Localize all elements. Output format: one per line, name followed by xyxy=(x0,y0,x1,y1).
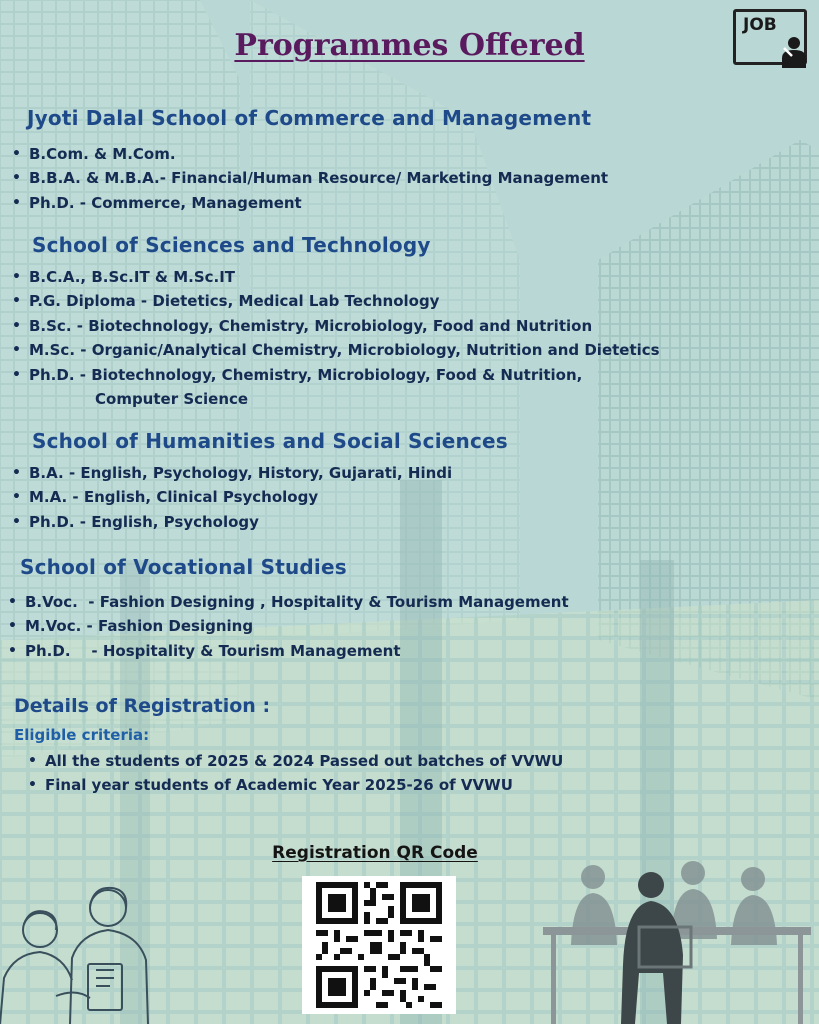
list-item: • All the students of 2025 & 2024 Passed out batches of VVWU xyxy=(25,749,563,773)
list-item: • B.Voc. - Fashion Designing , Hospitality & Tourism Management xyxy=(5,590,569,614)
qr-code-icon xyxy=(316,882,442,1008)
list-item: • B.C.A., B.Sc.IT & M.Sc.IT xyxy=(9,265,660,289)
list-item: • M.Voc. - Fashion Designing xyxy=(5,614,569,638)
job-badge-label: JOB xyxy=(743,15,777,35)
list-item: • B.Sc. - Biotechnology, Chemistry, Microbiology, Food and Nutrition xyxy=(9,314,660,338)
list-item: • Final year students of Academic Year 2025-26 of VVWU xyxy=(25,773,563,797)
qr-code-label: Registration QR Code xyxy=(272,843,478,863)
programme-list-vocational xyxy=(5,590,569,663)
job-icon xyxy=(733,9,807,65)
list-item: • M.Sc. - Organic/Analytical Chemistry, Microbiology, Nutrition and Dietetics xyxy=(9,338,660,362)
programme-list-sciences xyxy=(9,265,660,411)
people-illustration-icon xyxy=(0,878,160,1024)
registration-qr-code[interactable] xyxy=(302,876,456,1014)
eligible-criteria-label: Eligible criteria: xyxy=(14,726,150,744)
page-title: Programmes Offered xyxy=(234,28,585,63)
school-heading-vocational: School of Vocational Studies xyxy=(20,555,347,579)
school-heading-sciences: School of Sciences and Technology xyxy=(32,233,431,257)
list-item: • Ph.D. - Commerce, Management xyxy=(9,191,608,215)
programme-list-humanities xyxy=(9,461,452,534)
person-icon xyxy=(776,34,810,68)
programme-list-commerce xyxy=(9,142,608,215)
meeting-silhouette-icon xyxy=(543,855,813,1024)
list-item: • P.G. Diploma - Dietetics, Medical Lab Technology xyxy=(9,289,660,313)
list-item: • B.Com. & M.Com. xyxy=(9,142,608,166)
list-item: • B.B.A. & M.B.A.- Financial/Human Resource/ Marketing Management xyxy=(9,166,608,190)
list-item: • B.A. - English, Psychology, History, Gujarati, Hindi xyxy=(9,461,452,485)
school-heading-commerce: Jyoti Dalal School of Commerce and Management xyxy=(27,106,592,130)
list-item-continuation: Computer Science xyxy=(95,390,249,409)
criteria-list xyxy=(25,749,563,798)
list-item: • Ph.D. - English, Psychology xyxy=(9,510,452,534)
list-item: • Ph.D. - Hospitality & Tourism Management xyxy=(5,639,569,663)
school-heading-humanities: School of Humanities and Social Sciences xyxy=(32,429,508,453)
list-item: • Ph.D. - Biotechnology, Chemistry, Microbiology, Food & Nutrition, xyxy=(9,363,660,387)
registration-heading: Details of Registration : xyxy=(14,695,271,717)
list-item: • M.A. - English, Clinical Psychology xyxy=(9,485,452,509)
